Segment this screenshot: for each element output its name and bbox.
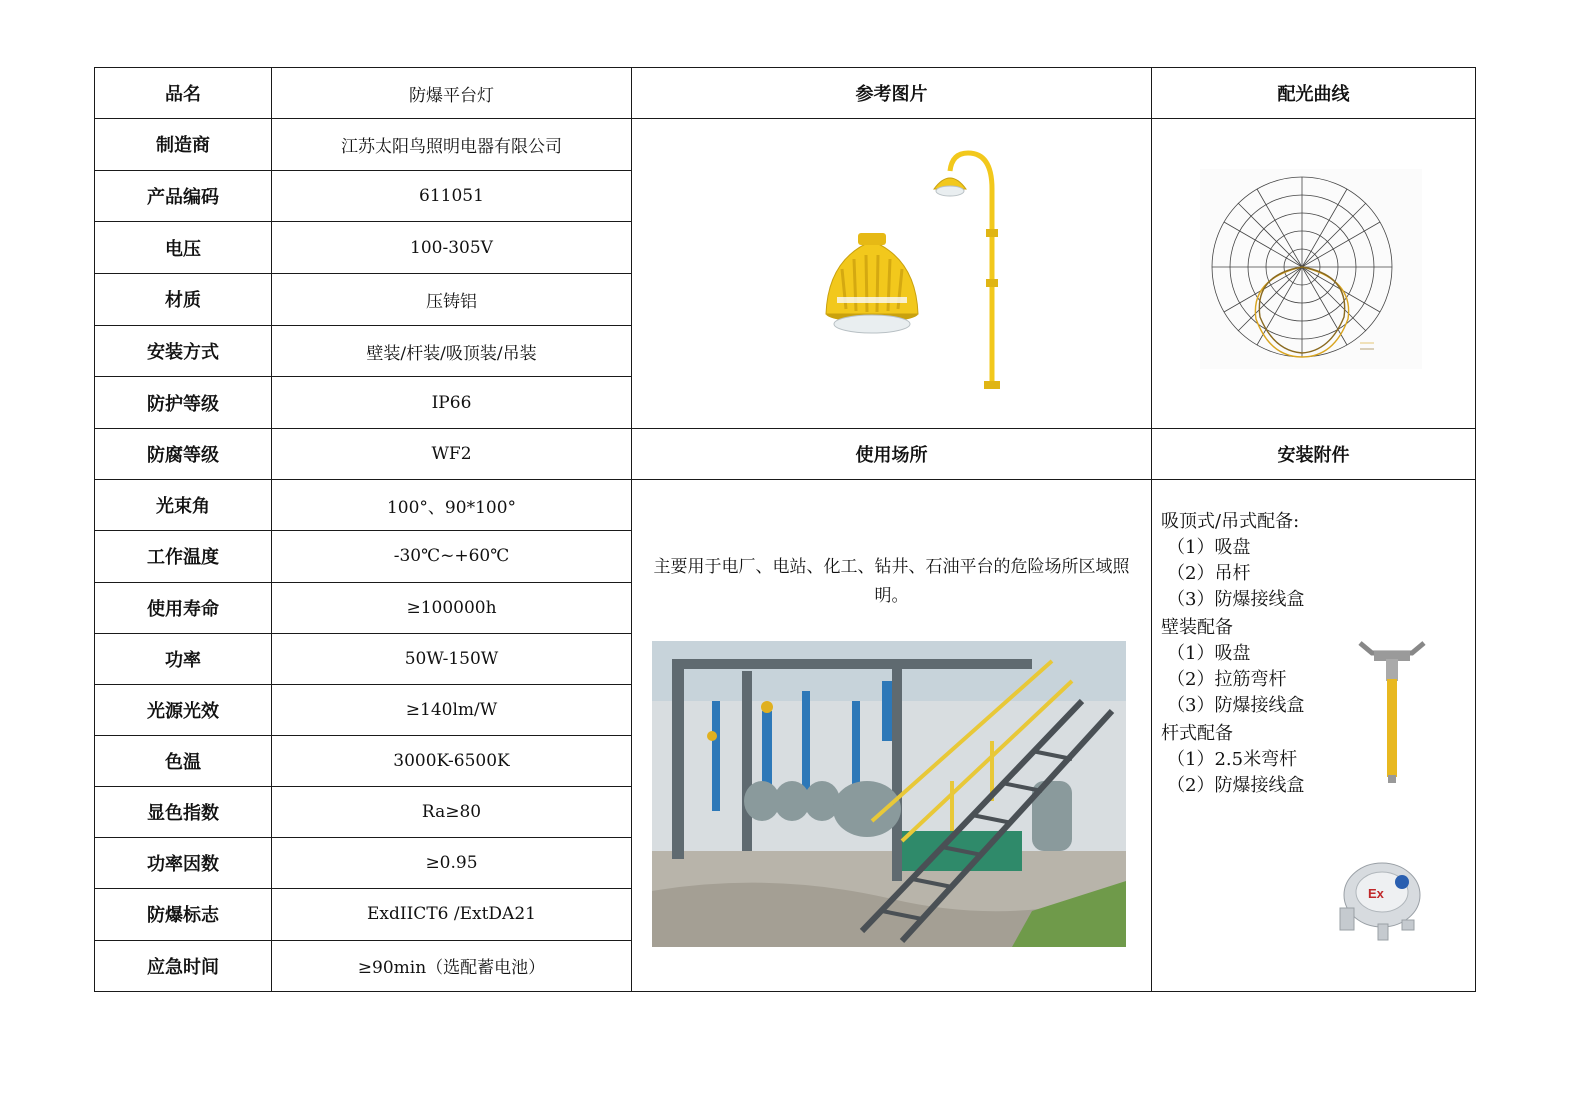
row-label: 光源光效 [95,684,272,735]
accessories-header: 安装附件 [1152,429,1476,480]
product-name-label: 品名 [95,68,272,119]
row-label: 安装方式 [95,325,272,377]
row-label: 防腐等级 [95,429,272,480]
row-value: 611051 [272,170,632,222]
row-value: ExdIICT6 /ExtDA21 [272,889,632,940]
usage-text: 主要用于电厂、电站、化工、钻井、石油平台的危险场所区域照明。 [653,557,1130,607]
junction-box-icon [1332,850,1432,945]
row-value: 3000K-6500K [272,735,632,786]
row-value: 100°、90*100° [272,480,632,531]
row-value: ≥0.95 [272,838,632,889]
row-label: 制造商 [95,119,272,171]
accessory-group-title: 吸顶式/吊式配备: [1161,511,1300,533]
row-label: 功率因数 [95,838,272,889]
accessory-item: （2）吊杆 [1167,563,1251,585]
accessory-item: （1）2.5米弯杆 [1167,749,1298,771]
row-value: 压铸铝 [272,274,632,326]
accessory-item: （1）吸盘 [1167,643,1251,665]
spec-sheet [94,67,1475,988]
accessory-item: （2）防爆接线盒 [1167,775,1305,797]
usage-cell [632,480,1152,991]
row-label: 显色指数 [95,787,272,838]
accessory-item: （1）吸盘 [1167,537,1251,559]
usage-header: 使用场所 [632,429,1152,480]
lamp-body-icon [826,233,918,333]
row-label: 电压 [95,222,272,274]
row-value: 50W-150W [272,633,632,684]
reference-image-header: 参考图片 [632,68,1152,119]
accessories-cell [1152,480,1476,991]
row-value: ≥100000h [272,582,632,633]
row-value: ≥140lm/W [272,684,632,735]
accessory-item: （3）防爆接线盒 [1167,695,1305,717]
light-curve-header: 配光曲线 [1152,68,1476,119]
mounting-rod-icon [1352,635,1432,785]
ex-mark: Ex [1368,886,1384,902]
row-label: 应急时间 [95,940,272,991]
row-label: 使用寿命 [95,582,272,633]
polar-chart [1152,119,1476,424]
row-label: 防护等级 [95,377,272,429]
row-value: 江苏太阳鸟照明电器有限公司 [272,119,632,171]
spec-table [94,67,1476,992]
accessories-list [1161,507,1304,799]
row-value: -30℃~+60℃ [272,531,632,582]
row-label: 材质 [95,274,272,326]
row-value: ≥90min（选配蓄电池） [272,940,632,991]
accessory-group-title: 杆式配备 [1161,723,1233,745]
light-curve-cell [1152,119,1476,429]
row-value: Ra≥80 [272,787,632,838]
reference-image-cell [632,119,1152,429]
row-label: 产品编码 [95,170,272,222]
product-name-value: 防爆平台灯 [272,68,632,119]
accessory-group-title: 壁装配备 [1161,617,1233,639]
row-label: 功率 [95,633,272,684]
row-value: IP66 [272,377,632,429]
row-value: WF2 [272,429,632,480]
accessory-item: （3）防爆接线盒 [1167,589,1305,611]
accessory-item: （2）拉筋弯杆 [1167,669,1287,691]
lamp-image [632,119,1152,424]
row-label: 防爆标志 [95,889,272,940]
row-value: 壁装/杆装/吸顶装/吊装 [272,325,632,377]
row-label: 工作温度 [95,531,272,582]
pole-lamp-icon [934,153,1000,389]
site-photo [652,641,1126,947]
row-label: 光束角 [95,480,272,531]
row-label: 色温 [95,735,272,786]
row-value: 100-305V [272,222,632,274]
